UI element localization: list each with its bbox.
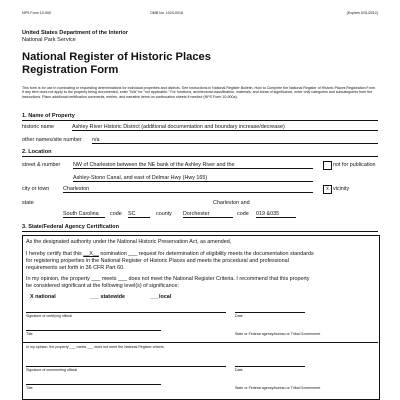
not-for-publication-label: not for publication [333, 162, 376, 168]
form-title-line2: Registration Form [22, 63, 119, 76]
county-field[interactable]: Dorchester [183, 211, 233, 218]
commenting-signature-caption: Signature of commenting official [26, 368, 78, 372]
form-number: NPS Form 10-900 [22, 11, 51, 15]
opinion-text-line2: be considered significant at the following level(s) of significance: [26, 283, 179, 289]
section-3-heading: 3. State/Federal Agency Certification [22, 224, 378, 232]
authority-statement: As the designated authority under the National Historic Preservation Act, as amended, [26, 239, 232, 245]
not-for-publication-checkbox[interactable] [323, 161, 332, 170]
certification-divider [22, 342, 378, 343]
section-1-heading: 1. Name of Property [22, 113, 378, 121]
instructions-paragraph: This form is for use in nominating or requesting determinations for individual properties and districts. See instructions in National Register Bulletin, How to Complete the National Register of Historic Places Registration Form. If any item does not apply to the property being documented, enter "N/A" for "not applicable." For functions, architectural classification, materials, and areas of significance, enter only categories and subcategories from the instructions. Place additional certification comments, entries, and narrative items on continuation sheets if needed (NPS Form 10-900a). [22, 86, 376, 99]
commenting-date-line [235, 366, 305, 367]
county-field-line1: Charleston and [213, 200, 250, 206]
commenting-signature-line [26, 366, 226, 367]
certify-text-line3: requirements set forth in 36 CFR Part 60. [26, 265, 125, 271]
certify-text-a: I hereby certify that this [26, 251, 82, 257]
commenting-date-caption: Date [235, 368, 243, 372]
certify-paragraph [26, 251, 376, 272]
other-names-field[interactable]: n/a [92, 137, 378, 144]
other-names-label: other names/site number [22, 137, 82, 143]
county-code-label: code [237, 211, 249, 217]
omb-number: OMB No. 1024-0018 [150, 11, 183, 15]
historic-name-label: historic name [22, 124, 55, 130]
vicinity-label: vicinity [333, 186, 350, 192]
state-code-label: code [110, 211, 122, 217]
certifying-signature-line [26, 312, 226, 313]
commenting-opinion-text: In my opinion, the property ___ meets ___ does not meet the National Register criteria. [26, 345, 165, 349]
form-title [22, 51, 211, 76]
level-local[interactable]: ___local [150, 294, 172, 300]
county-code-field[interactable]: 019 &035 [256, 211, 296, 218]
section-2-heading: 2. Location [22, 149, 378, 157]
certifying-agency-caption: State or Federal agency/bureau or Tribal Government [235, 332, 321, 336]
street-field-line2[interactable]: Ashley-Stono Canal, and east of Delmar Hwy (Hwy 165) [73, 175, 313, 182]
expiration: (Expires 5/31/2012) [346, 11, 378, 15]
county-label: county [156, 211, 172, 217]
street-label: street & number [22, 162, 61, 168]
certifying-date-line [235, 312, 305, 313]
level-national[interactable]: X national [30, 294, 56, 300]
state-label: state [22, 200, 34, 206]
vicinity-checkbox[interactable]: x [323, 185, 332, 194]
nomination-mark: __X__ [83, 251, 99, 257]
state-code-field[interactable]: SC [128, 211, 150, 218]
agency-block [22, 30, 128, 44]
certify-text-line2: for registering properties in the National Register of Historic Places and meets the procedural and professional [26, 258, 289, 264]
city-field[interactable]: Charleston [63, 186, 313, 193]
form-title-line1: National Register of Historic Places [22, 51, 212, 63]
certifying-title-caption: Title [26, 332, 33, 336]
service-name: National Park Service [22, 37, 76, 43]
commenting-title-caption: Title [26, 386, 33, 390]
street-field-line1[interactable]: NW of Charleston between the NE bank of the Ashley River and the [73, 162, 313, 169]
opinion-paragraph [26, 276, 376, 290]
level-statewide[interactable]: ___ statewide [90, 294, 126, 300]
form-header-row [22, 11, 378, 19]
commenting-title-line [26, 384, 161, 385]
opinion-text-line1: In my opinion, the property ___ meets ___ does not meet the National Register Criteria. I recommend that this property [26, 276, 310, 282]
certifying-date-caption: Date [235, 314, 243, 318]
state-field[interactable]: South Carolina [63, 211, 105, 218]
department-name: United States Department of the Interior [22, 30, 128, 36]
certifying-title-line [26, 330, 161, 331]
city-label: city or town [22, 186, 50, 192]
commenting-agency-caption: State or Federal agency/bureau or Tribal Government [235, 386, 321, 390]
historic-name-field[interactable]: Ashley River Historic District (additional documentation and boundary increase/decrease) [72, 124, 378, 131]
certify-text-b: nomination ___ request for determination of eligibility meets the documentation standards [100, 251, 314, 257]
certifying-signature-caption: Signature of certifying official [26, 314, 72, 318]
